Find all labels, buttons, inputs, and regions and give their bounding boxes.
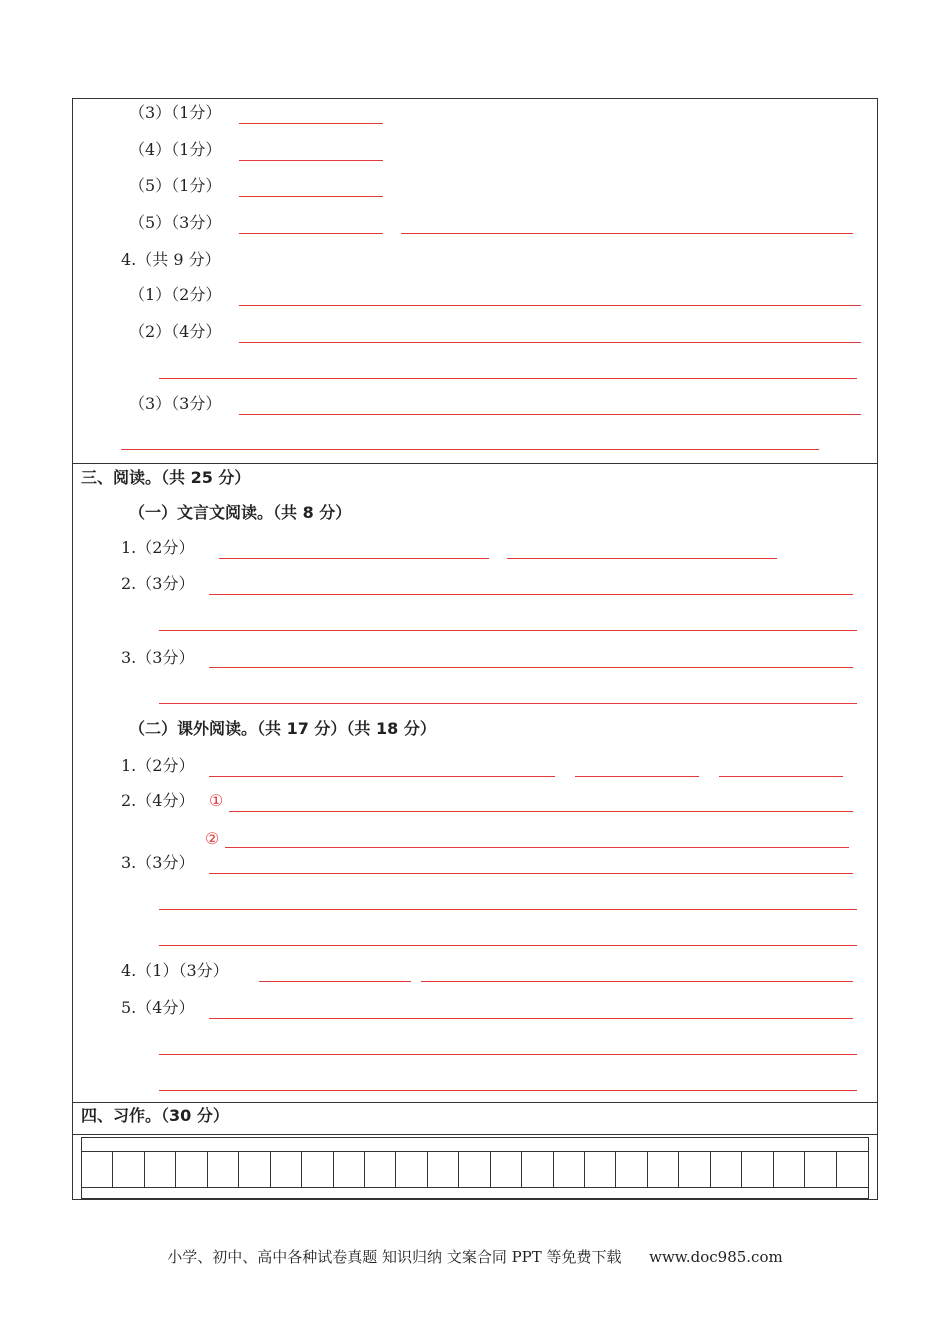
grid-cell[interactable] — [428, 1152, 459, 1187]
grid-cell[interactable] — [271, 1152, 302, 1187]
answer-line[interactable] — [239, 414, 861, 415]
part3-sub2-q4-label: 4.（1）（3分） — [121, 961, 229, 980]
grid-cell[interactable] — [334, 1152, 365, 1187]
footer-url[interactable]: www.doc985.com — [649, 1248, 783, 1266]
answer-line[interactable] — [507, 558, 777, 559]
grid-cell[interactable] — [365, 1152, 396, 1187]
grid-cell[interactable] — [648, 1152, 679, 1187]
grid-cell[interactable] — [522, 1152, 553, 1187]
part3-sub2-q5-label: 5.（4分） — [121, 998, 195, 1017]
answer-line[interactable] — [209, 873, 853, 874]
answer-line[interactable] — [159, 703, 857, 704]
q4-title: 4.（共 9 分） — [121, 250, 221, 269]
grid-cell[interactable] — [491, 1152, 522, 1187]
q3-sub-4-label: （4）（1分） — [129, 140, 222, 159]
part3-sub2-q3-label: 3.（3分） — [121, 853, 195, 872]
answer-line[interactable] — [225, 847, 849, 848]
answer-line[interactable] — [209, 594, 853, 595]
part3-title: 三、阅读。（共 25 分） — [81, 468, 251, 487]
answer-line[interactable] — [159, 1090, 857, 1091]
answer-line[interactable] — [239, 342, 861, 343]
answer-line[interactable] — [209, 776, 555, 777]
answer-line[interactable] — [239, 196, 383, 197]
grid-cell[interactable] — [711, 1152, 742, 1187]
grid-cell[interactable] — [616, 1152, 647, 1187]
grid-cell[interactable] — [805, 1152, 836, 1187]
grid-cell[interactable] — [742, 1152, 773, 1187]
answer-line[interactable] — [239, 160, 383, 161]
answer-line[interactable] — [159, 1054, 857, 1055]
part3-sub1-q3-label: 3.（3分） — [121, 648, 195, 667]
part3-sub1-q1-label: 1.（2分） — [121, 538, 195, 557]
answer-line[interactable] — [239, 305, 861, 306]
grid-cell[interactable] — [239, 1152, 270, 1187]
q3-sub-5b-label: （5）（3分） — [129, 213, 222, 232]
answer-line[interactable] — [401, 233, 853, 234]
grid-cell[interactable] — [459, 1152, 490, 1187]
answer-line[interactable] — [159, 378, 857, 379]
part3-sub1-title: （一）文言文阅读。（共 8 分） — [129, 503, 352, 522]
answer-line[interactable] — [229, 811, 853, 812]
composition-grid — [81, 1137, 869, 1199]
grid-cell[interactable] — [145, 1152, 176, 1187]
grid-cell[interactable] — [302, 1152, 333, 1187]
footer-text: 小学、初中、高中各种试卷真题 知识归纳 文案合同 PPT 等免费下载 — [167, 1248, 622, 1266]
q4-sub-1-label: （1）（2分） — [129, 285, 222, 304]
answer-line[interactable] — [719, 776, 843, 777]
footer — [0, 1246, 950, 1267]
grid-cell[interactable] — [396, 1152, 427, 1187]
q3-sub-3-label: （3）（1分） — [129, 103, 222, 122]
circle-number-2: ② — [205, 829, 220, 848]
answer-line[interactable] — [159, 945, 857, 946]
section-divider — [73, 1134, 877, 1135]
grid-cell[interactable] — [113, 1152, 144, 1187]
answer-line[interactable] — [159, 630, 857, 631]
circle-number-1: ① — [209, 791, 224, 810]
answer-line[interactable] — [219, 558, 489, 559]
answer-line[interactable] — [239, 233, 383, 234]
q4-sub-2-label: （2）（4分） — [129, 322, 222, 341]
answer-line[interactable] — [239, 123, 383, 124]
grid-cell[interactable] — [208, 1152, 239, 1187]
answer-line[interactable] — [209, 667, 853, 668]
answer-line[interactable] — [159, 909, 857, 910]
grid-row — [82, 1151, 868, 1188]
part3-sub2-title: （二）课外阅读。（共 17 分）（共 18 分） — [129, 719, 436, 738]
grid-cell[interactable] — [774, 1152, 805, 1187]
part3-sub1-q2-label: 2.（3分） — [121, 574, 195, 593]
answer-sheet — [72, 98, 878, 1200]
q3-sub-5-label: （5）（1分） — [129, 176, 222, 195]
grid-cell[interactable] — [585, 1152, 616, 1187]
grid-cell[interactable] — [554, 1152, 585, 1187]
grid-cell[interactable] — [82, 1152, 113, 1187]
part3-sub2-q1-label: 1.（2分） — [121, 756, 195, 775]
part3-sub2-q2-label: 2.（4分） — [121, 791, 195, 810]
answer-line[interactable] — [421, 981, 853, 982]
grid-cell[interactable] — [679, 1152, 710, 1187]
grid-cell[interactable] — [837, 1152, 868, 1187]
part4-title: 四、习作。（30 分） — [81, 1106, 229, 1125]
answer-line[interactable] — [575, 776, 699, 777]
section-divider — [73, 1102, 877, 1103]
answer-line[interactable] — [259, 981, 411, 982]
answer-line[interactable] — [209, 1018, 853, 1019]
answer-line[interactable] — [121, 449, 819, 450]
grid-cell[interactable] — [176, 1152, 207, 1187]
q4-sub-3-label: （3）（3分） — [129, 394, 222, 413]
section-divider — [73, 463, 877, 464]
